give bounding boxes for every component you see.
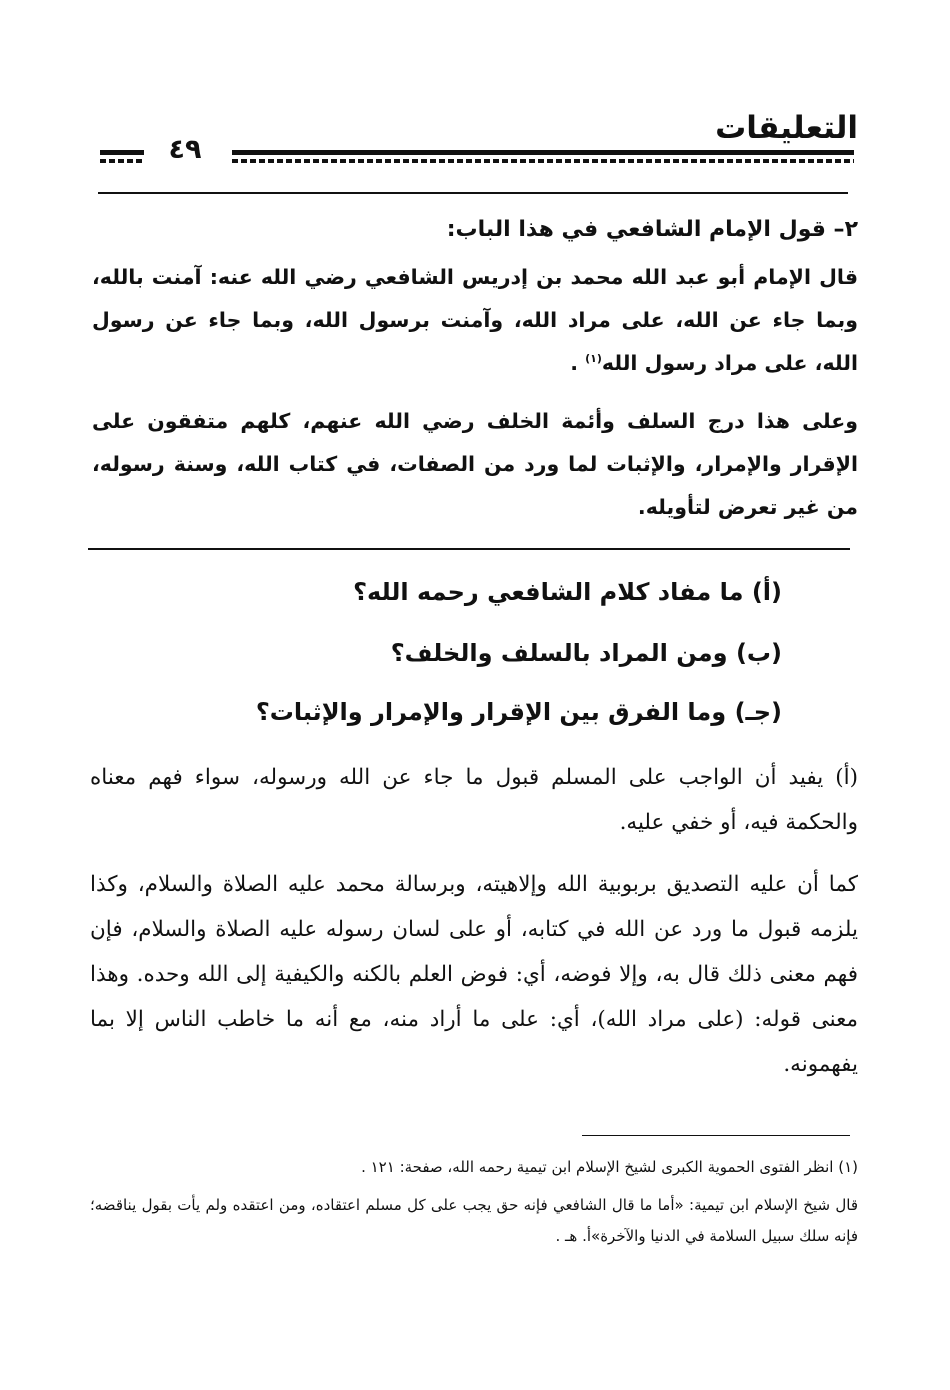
footnote-separator <box>582 1135 850 1136</box>
question-b: (ب) ومن المراد بالسلف والخلف؟ <box>390 639 782 667</box>
shafii-quote-paragraph <box>92 256 858 385</box>
section-heading: ٢– قول الإمام الشافعي في هذا الباب: <box>446 217 858 242</box>
question-a: (أ) ما مفاد كلام الشافعي رحمه الله؟ <box>353 578 782 606</box>
footnote-reference: (١) <box>585 352 602 366</box>
shafii-quote-end: . <box>570 351 586 375</box>
header-bottom-rule <box>98 192 848 194</box>
question-c: (جـ) وما الفرق بين الإقرار والإمرار والإثبات؟ <box>255 698 782 726</box>
answer-a-paragraph: (أ) يفيد أن الواجب على المسلم قبول ما جاء عن الله ورسوله، سواء فهم معناه والحكمة فيه، أو خفي عليه. <box>90 765 858 835</box>
answer-b-paragraph: كما أن عليه التصديق بربوبية الله وإلاهيته، وبرسالة محمد عليه الصلاة والسلام، وكذا يلزمه قبول ما ورد عن الله في كتابه، أو على لسان رسوله عليه الصلاة والسلام، فإن فهم معنى ذلك قال به، وإلا فوضه، أي: فوض العلم بالكنه والكيفية إلى الله وحده. وهذا معنى قوله: (على مراد الله)، أي: على ما أراد منه، مع أنه ما خاطب الناس إلا بما يفهمونه. <box>90 872 858 1077</box>
running-header-title: التعليقات <box>715 110 858 146</box>
page-number: ٤٩ <box>168 134 202 165</box>
shafii-quote-text: قال الإمام أبو عبد الله محمد بن إدريس الشافعي رضي الله عنه: آمنت بالله، وبما جاء عن الله، على مراد الله، وآمنت برسول الله، وبما جاء عن رسول الله، على مراد رسول الله <box>92 265 858 375</box>
salaf-paragraph: وعلى هذا درج السلف وأئمة الخلف رضي الله عنهم، كلهم متفقون على الإقرار والإمرار، والإثبات لما ورد من الصفات، في كتاب الله، وسنة رسوله، من غير تعرض لتأويله. <box>92 409 858 519</box>
footnote-1: (١) انظر الفتوى الحموية الكبرى لشيخ الإسلام ابن تيمية رحمه الله، صفحة: ١٢١ . <box>361 1158 858 1176</box>
footnote-1-continued: قال شيخ الإسلام ابن تيمية: «أما ما قال الشافعي فإنه حق يجب على كل مسلم اعتقاده، ومن اعتقده ولم يأت بقول يناقضه؛ فإنه سلك سبيل السلامة في الدنيا والآخرة»أ. هـ . <box>90 1196 858 1245</box>
section-divider <box>88 548 850 550</box>
